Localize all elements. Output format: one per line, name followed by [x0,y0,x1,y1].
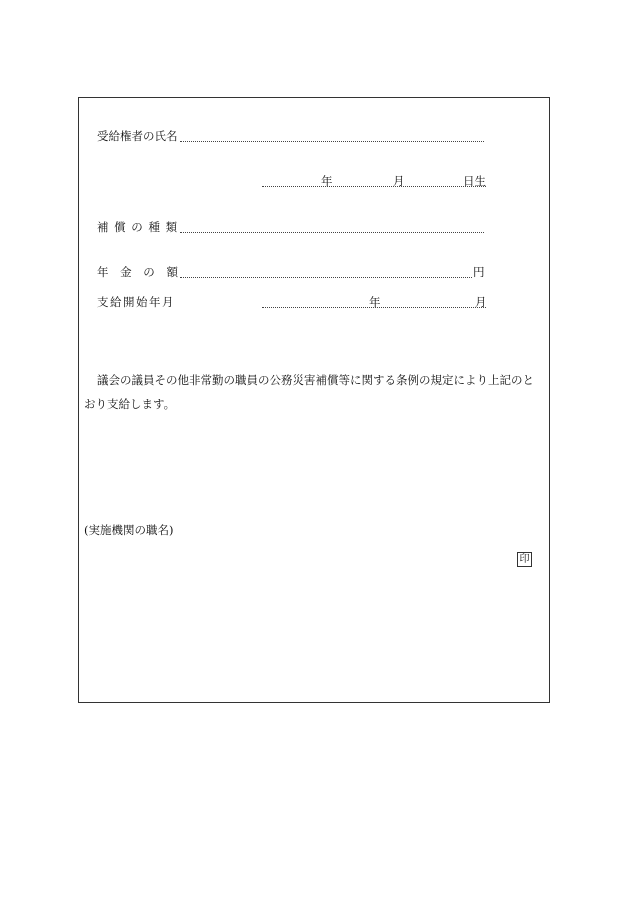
compensation-type-field[interactable] [180,232,484,233]
payment-start-month-label: 月 [475,295,487,309]
payment-start-year-label: 年 [369,295,381,309]
annuity-unit-label: 円 [473,265,485,279]
birth-year-label: 年 [321,174,333,188]
birth-date-field[interactable] [262,186,486,187]
seal-mark: 印 [517,552,532,567]
statement-line-2: おり支給します。 [84,397,176,411]
birth-day-label: 日生 [463,174,486,188]
agency-label: (実施機関の職名) [84,523,174,537]
annuity-amount-label: 年 金 の 額 [97,265,182,279]
statement-line-1: 議会の議員その他非常勤の職員の公務災害補償等に関する条例の規定により上記のと [97,373,534,387]
compensation-type-label: 補 償 の 種 類 [97,220,179,234]
recipient-name-field[interactable] [180,141,484,142]
recipient-name-label: 受給権者の氏名 [97,129,178,143]
payment-start-label: 支給開始年月 [97,295,175,309]
annuity-amount-field[interactable] [180,277,472,278]
birth-month-label: 月 [393,174,405,188]
